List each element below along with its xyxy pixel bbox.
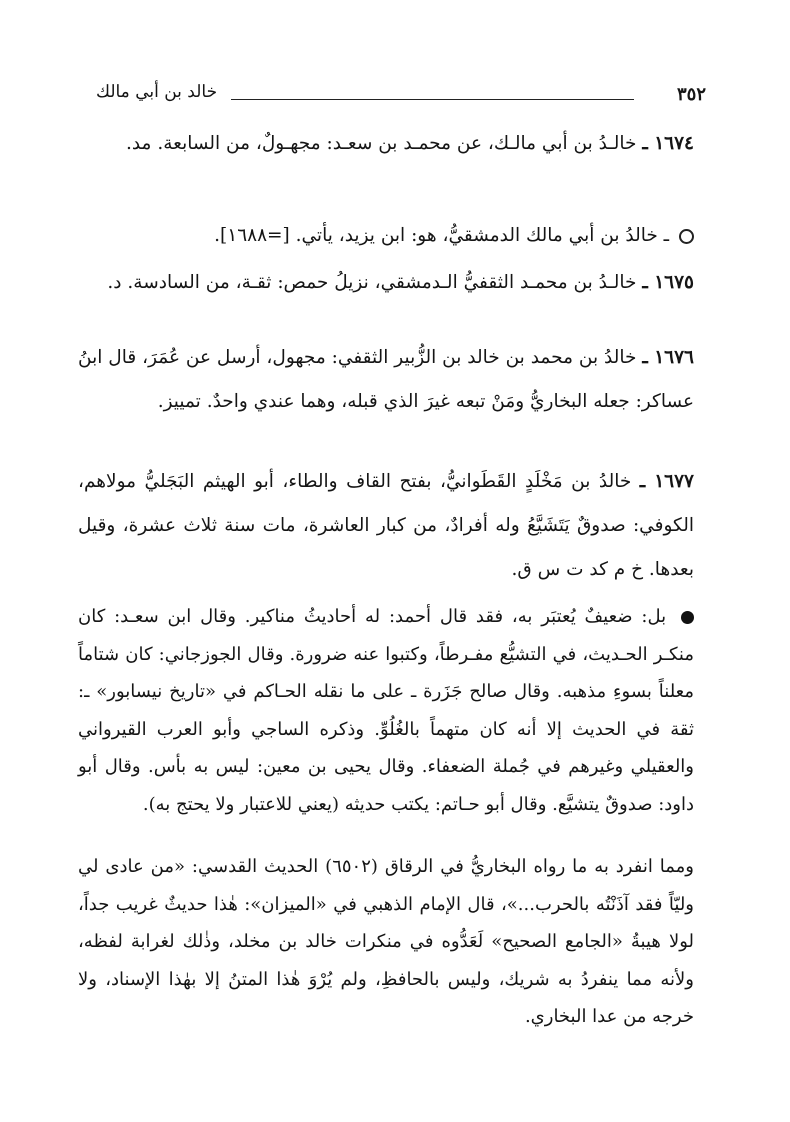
entry-number: ١٦٧٧ ـ [639, 471, 694, 492]
circle-marker-icon [679, 229, 694, 244]
entry-number: ١٦٧٥ ـ [642, 272, 694, 293]
bullet-dot-icon [681, 611, 694, 624]
commentary-text: بل: ضعيفٌ يُعتبَر به، فقد قال أحمد: له أحاديثُ مناكير. وقال ابن سعـد: كان منكـر الحـديث، في التشيُّع مفـرطاً، وكتبوا عنه ضرورة. وقال الجوزجاني: كان شتاماً معلناً بسوءِ مذهبه. وقال صالح جَزَرة ـ على ما نقله الحـاكم في «تاريخ نيسابور» ـ: ثقة في الحديث إلا أنه كان متهماً بالغُلُوِّ. وذكره الساجي وأبو العرب القيرواني والعقيلي وغيرهم في جُملة الضعفاء. وقال يحيى بن معين: ليس به بأس. وقال أبو داود: صدوقٌ يتشيَّع. وقال أبو حـاتم: يكتب حديثه (يعني للاعتبار ولا يحتج به). [78, 606, 694, 815]
entry-text: خالـدُ بن محمـد الثقفيُّ الـدمشقي، نزيلُ حمص: ثقـة، من السادسة. د. [107, 272, 637, 293]
commentary-text: ومما انفرد به ما رواه البخاريُّ في الرقاق (٦٥٠٢) الحديث القدسي: «من عادى لي وليّاً فقد آذَنْتُه بالحرب...»، قال الإمام الذهبي في «الميزان»: هٰذا حديثٌ غريب جداً، لولا هيبةُ «الجامع الصحيح» لَعَدُّوه في منكرات خالد بن مخلد، وذٰلك لغرابة لفظه، ولأنه مما ينفردُ به شريك، وليس بالحافظِ، ولم يُرْوَ هٰذا المتنُ إلا بهٰذا الإسناد، ولا خرجه من عدا البخاري. [78, 856, 694, 1027]
commentary-paragraph-1 [78, 598, 694, 823]
entry-number: ١٦٧٦ ـ [642, 347, 694, 368]
entry-1677 [78, 460, 694, 592]
entry-1676 [78, 336, 694, 424]
entry-cross-reference [78, 214, 694, 258]
entry-text: خالدُ بن مَخْلَدٍ القَطَوانيُّ، بفتح القاف والطاء، أبو الهيثم البَجَليُّ مولاهم، الكوفي: صدوقٌ يَتَشَيَّعُ وله أفرادٌ، من كبار العاشرة، مات سنة ثلاث عشرة، وقيل بعدها. خ م كد ت س ق. [78, 471, 694, 580]
entry-text: ـ خالدُ بن أبي مالك الدمشقيُّ، هو: ابن يزيد، يأتي. [=١٦٨٨]. [214, 225, 670, 246]
entry-text: خالـدُ بن أبي مالـك، عن محمـد بن سعـد: مجهـولٌ، من السابعة. مد. [125, 133, 637, 154]
header-rule [231, 99, 634, 100]
page-header [96, 82, 706, 110]
running-title: خالد بن أبي مالك [96, 82, 218, 102]
entry-1674 [78, 122, 694, 166]
entry-text: خالدُ بن محمد بن خالد بن الزُّبير الثقفي: مجهول، أرسل عن عُمَرَ، قال ابنُ عساكر: جعله البخاريُّ ومَنْ تبعه غيرَ الذي قبله، وهما عندي واحدٌ. تمييز. [78, 347, 694, 412]
page-number: ٣٥٢ [676, 84, 706, 105]
entry-number: ١٦٧٤ ـ [642, 133, 694, 154]
entry-1675 [78, 261, 694, 305]
commentary-paragraph-2 [78, 848, 694, 1036]
